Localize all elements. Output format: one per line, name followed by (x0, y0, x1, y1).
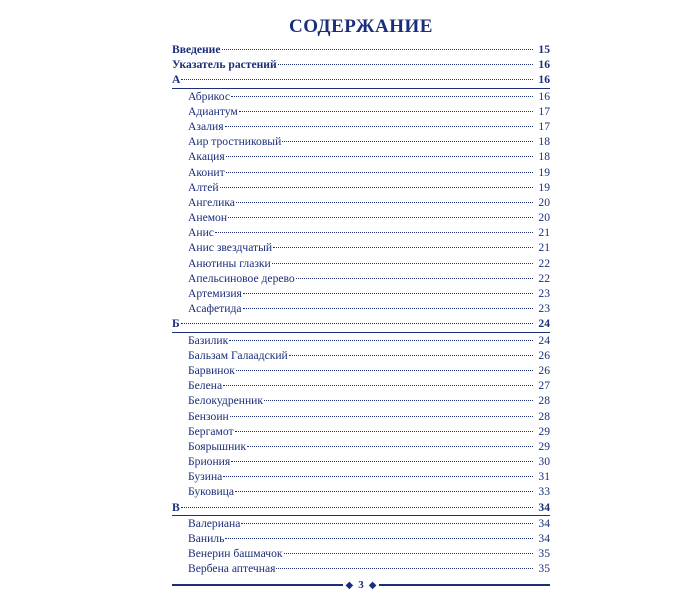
dot-leader (264, 399, 533, 401)
toc-entry (172, 363, 550, 378)
toc-entry (172, 561, 550, 576)
toc-entry-label: Азалия (188, 119, 224, 133)
toc-entry-page: 31 (538, 470, 550, 484)
toc-entry-label: Адиантум (188, 104, 238, 118)
dot-leader (231, 95, 533, 97)
page-number: 3 (358, 579, 364, 591)
toc-section-entry (172, 42, 550, 57)
toc-entry (172, 531, 550, 546)
dot-leader (226, 155, 533, 157)
dot-leader (247, 445, 533, 447)
toc-entry (172, 333, 550, 348)
toc-entry-label: Бузина (188, 470, 223, 484)
toc-entry-page: 23 (538, 287, 550, 300)
toc-entry-label: Введение (172, 43, 221, 56)
toc-entry (172, 469, 550, 484)
toc-entry-page: 19 (538, 180, 550, 194)
dot-leader (236, 201, 533, 203)
toc-list (172, 42, 550, 577)
toc-entry-label: Буковица (188, 485, 235, 499)
toc-entry-page: 23 (538, 302, 550, 316)
dot-leader (225, 125, 533, 127)
toc-entry-label: Боярышник (188, 439, 247, 453)
toc-entry-label: Б (172, 317, 180, 331)
toc-entry-page: 29 (538, 439, 550, 453)
toc-entry-page: 20 (538, 211, 550, 225)
toc-entry-label: Ангелика (188, 195, 235, 209)
dot-leader (230, 415, 533, 417)
toc-entry (172, 516, 550, 531)
toc-entry-label: Базилик (188, 333, 229, 347)
toc-entry-label: Аконит (188, 165, 225, 179)
toc-entry-page: 34 (538, 532, 550, 545)
toc-entry (172, 225, 550, 240)
toc-entry (172, 424, 550, 439)
ornament-left-icon: ◆ (345, 579, 354, 591)
dot-leader (228, 216, 533, 218)
toc-entry (172, 454, 550, 469)
toc-entry-label: Аир тростниковый (188, 135, 282, 149)
toc-entry-page: 18 (538, 150, 550, 164)
toc-entry-page: 34 (538, 500, 550, 514)
toc-entry-label: Абрикос (188, 89, 230, 103)
toc-entry-page: 28 (538, 409, 550, 423)
toc-entry-page: 20 (538, 195, 550, 209)
toc-entry (172, 149, 550, 164)
toc-letter-heading (172, 500, 550, 516)
toc-entry-label: Венерин башмачок (188, 547, 283, 561)
dot-leader (276, 567, 533, 569)
dot-leader (235, 430, 533, 432)
dot-leader (223, 475, 533, 477)
toc-entry-label: В (172, 500, 180, 514)
dot-leader (243, 292, 533, 294)
toc-entry-page: 18 (538, 135, 550, 149)
toc-entry (172, 180, 550, 195)
dot-leader (236, 369, 533, 371)
toc-entry-page: 26 (538, 348, 550, 362)
toc-entry-label: Валериана (188, 516, 241, 530)
toc-entry-page: 33 (538, 485, 550, 499)
page-title: СОДЕРЖАНИЕ (289, 16, 433, 37)
toc-entry-page: 24 (538, 317, 550, 331)
toc-entry-page: 15 (538, 43, 550, 56)
dot-leader (289, 354, 533, 356)
toc-entry-label: Бергамот (188, 424, 234, 438)
toc-entry-label: Акация (188, 150, 225, 164)
toc-entry (172, 348, 550, 363)
dot-leader (181, 78, 533, 80)
dot-leader (222, 48, 533, 50)
toc-entry-page: 28 (538, 394, 550, 408)
toc-entry-label: Белена (188, 379, 223, 393)
toc-entry-page: 17 (538, 104, 550, 118)
toc-entry (172, 165, 550, 180)
toc-section-entry (172, 57, 550, 72)
dot-leader (215, 231, 533, 233)
ornament-right-icon: ◆ (368, 579, 377, 591)
dot-leader (296, 277, 533, 279)
toc-entry (172, 210, 550, 225)
toc-entry-label: Апельсиновое дерево (188, 271, 295, 285)
toc-entry-label: А (172, 73, 181, 87)
toc-entry-label: Анис звездчатый (188, 241, 273, 255)
toc-entry-page: 22 (538, 256, 550, 270)
toc-entry-page: 16 (538, 58, 550, 72)
toc-entry-label: Вербена аптечная (188, 562, 276, 576)
toc-entry-page: 26 (538, 363, 550, 377)
toc-entry (172, 271, 550, 286)
toc-entry (172, 439, 550, 454)
dot-leader (239, 110, 533, 112)
toc-entry-label: Барвинок (188, 363, 235, 377)
footer-rule-right (379, 584, 550, 585)
toc-entry-label: Артемизия (188, 287, 242, 300)
toc-entry (172, 119, 550, 134)
toc-entry-label: Бензоин (188, 409, 229, 423)
dot-leader (235, 490, 533, 492)
dot-leader (241, 522, 533, 524)
toc-entry (172, 256, 550, 271)
toc-entry (172, 301, 550, 316)
toc-entry-label: Бальзам Галаадский (188, 348, 288, 362)
toc-entry-label: Асафетида (188, 302, 242, 316)
toc-entry (172, 546, 550, 561)
toc-entry (172, 240, 550, 255)
toc-entry-label: Ваниль (188, 532, 225, 545)
toc-entry-label: Алтей (188, 180, 219, 194)
dot-leader (231, 460, 533, 462)
dot-leader (225, 537, 533, 539)
toc-entry-label: Указатель растений (172, 58, 277, 72)
footer-rule-left (172, 584, 343, 585)
dot-leader (282, 140, 533, 142)
toc-entry-label: Белокудренник (188, 394, 264, 408)
toc-entry-page: 34 (538, 516, 550, 530)
toc-entry-label: Анютины глазки (188, 256, 271, 270)
page-footer (172, 578, 550, 592)
toc-entry (172, 134, 550, 149)
toc-entry-page: 30 (538, 455, 550, 469)
dot-leader (181, 322, 533, 324)
toc-entry-page: 21 (538, 226, 550, 240)
toc-entry-page: 16 (538, 73, 550, 87)
toc-entry-label: Бриония (188, 455, 231, 469)
toc-entry-page: 27 (538, 379, 550, 393)
toc-entry-page: 35 (538, 547, 550, 561)
dot-leader (181, 506, 533, 508)
toc-entry-page: 24 (538, 333, 550, 347)
toc-entry-page: 21 (538, 241, 550, 255)
toc-entry-page: 19 (538, 165, 550, 179)
toc-entry (172, 378, 550, 393)
toc-entry-page: 35 (538, 562, 550, 576)
toc-entry (172, 286, 550, 301)
toc-entry (172, 484, 550, 499)
dot-leader (278, 63, 533, 65)
toc-entry (172, 195, 550, 210)
toc-entry-page: 16 (538, 89, 550, 103)
dot-leader (243, 307, 534, 309)
toc-letter-heading (172, 316, 550, 332)
toc-entry-page: 17 (538, 119, 550, 133)
toc-page (172, 14, 550, 594)
dot-leader (273, 246, 533, 248)
toc-entry-label: Анемон (188, 211, 228, 225)
toc-entry (172, 393, 550, 408)
dot-leader (272, 262, 533, 264)
dot-leader (229, 339, 533, 341)
toc-entry (172, 409, 550, 424)
toc-entry (172, 89, 550, 104)
toc-letter-heading (172, 72, 550, 88)
dot-leader (226, 171, 533, 173)
toc-entry-label: Анис (188, 226, 214, 240)
toc-entry-page: 22 (538, 271, 550, 285)
dot-leader (220, 186, 533, 188)
dot-leader (284, 552, 533, 554)
dot-leader (223, 384, 533, 386)
toc-entry-page: 29 (538, 424, 550, 438)
toc-entry (172, 104, 550, 119)
